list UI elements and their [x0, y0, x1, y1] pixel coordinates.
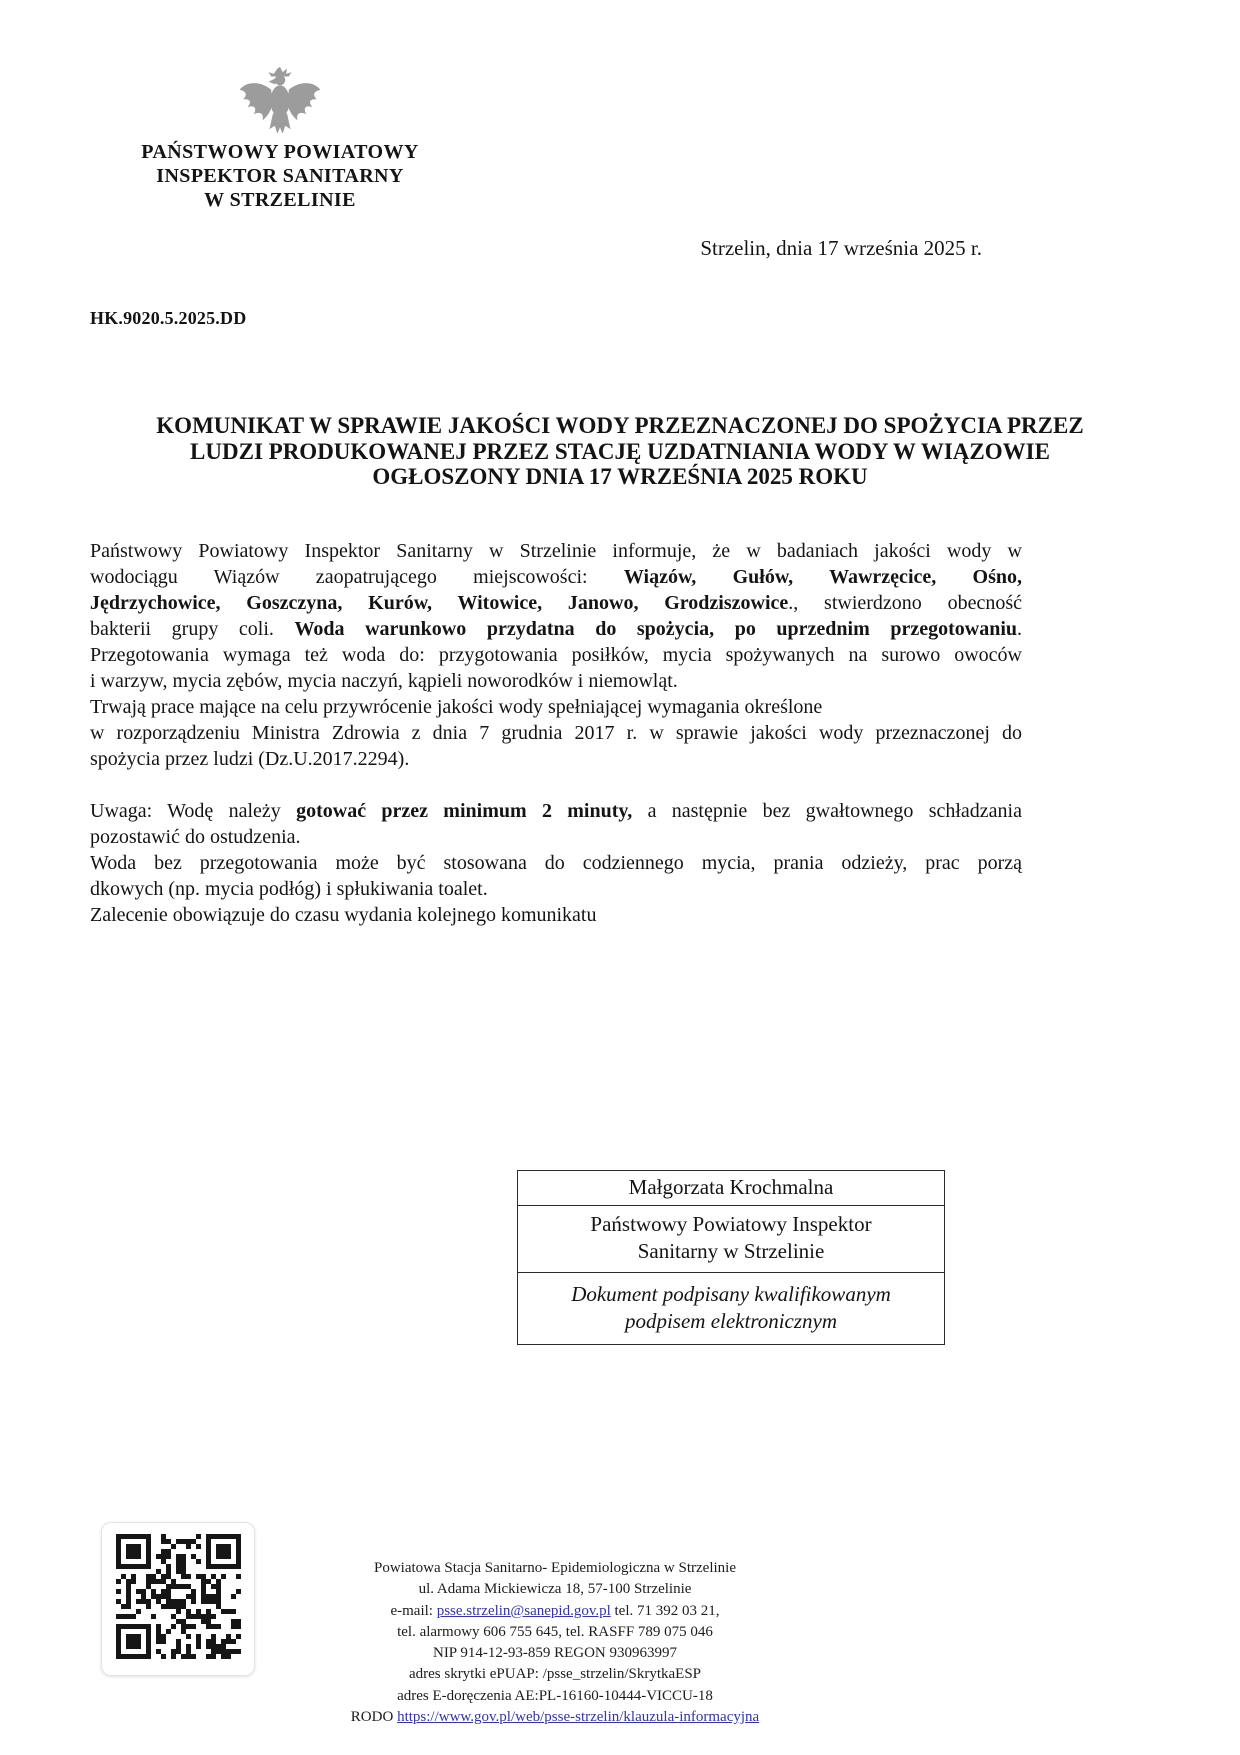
- body-text-line: [90, 668, 1022, 694]
- text-run: Uwaga: Wodę należy: [90, 800, 297, 822]
- text-run: e-mail:: [390, 1602, 437, 1619]
- bold-text-run: Jędrzychowice, Goszczyna, Kurów, Witowice, Janowo, Grodziszowice: [90, 592, 789, 614]
- signature-box: [517, 1170, 945, 1345]
- text-run: tel. 71 392 03 21,: [610, 1602, 720, 1619]
- footer-contact-line: [150, 1579, 960, 1600]
- footer-contact-line: [150, 1686, 960, 1707]
- body-text-line: [90, 746, 1022, 772]
- bold-text-run: Wiązów, Gułów, Wawrzęcice, Ośno,: [623, 566, 1023, 588]
- footer-contact-line: [150, 1664, 960, 1685]
- signature-note: [518, 1272, 944, 1344]
- document-title: [50, 413, 1190, 490]
- text-run: adres E-doręczenia AE:PL-16160-10444-VICCU-18: [397, 1687, 713, 1704]
- text-run: adres skrytki ePUAP: /psse_strzelin/SkrytkaESP: [408, 1666, 702, 1683]
- document-title-line: KOMUNIKAT W SPRAWIE JAKOŚCI WODY PRZEZNACZONEJ DO SPOŻYCIA PRZEZ: [156, 413, 1084, 438]
- footer-contact-line: [150, 1643, 960, 1664]
- signature-position-line: Państwowy Powiatowy Inspektor: [590, 1212, 872, 1236]
- footer-contact: [150, 1558, 960, 1728]
- footer-contact-line: [150, 1707, 960, 1728]
- body-text-line: [90, 850, 1022, 876]
- signature-note-line: Dokument podpisany kwalifikowanym: [571, 1282, 891, 1306]
- issuer-name-line: INSPEKTOR SANITARNY: [156, 165, 404, 187]
- text-run: RODO: [350, 1709, 398, 1726]
- body-text-line: [90, 538, 1022, 564]
- text-run: a następnie bez gwałtownego schładzania: [632, 800, 1022, 822]
- text-run: ul. Adama Mickiewicza 18, 57-100 Strzelinie: [418, 1581, 692, 1598]
- signature-position-line: Sanitarny w Strzelinie: [637, 1239, 825, 1263]
- text-run: w rozporządzeniu Ministra Zdrowia z dnia 7 grudnia 2017 r. w sprawie jakości wody przeznaczonej do: [90, 722, 1022, 744]
- text-run: Państwowy Powiatowy Inspektor Sanitarny w Strzelinie informuje, że w badaniach jakości wody w: [90, 540, 1022, 562]
- issuer-name-line: PAŃSTWOWY POWIATOWY: [141, 141, 419, 163]
- document-title-line: OGŁOSZONY DNIA 17 WRZEŚNIA 2025 ROKU: [372, 464, 868, 489]
- bold-text-run: gotować przez minimum 2 minuty,: [296, 800, 633, 822]
- text-run: pozostawić do ostudzenia.: [90, 826, 301, 848]
- text-run: Trwają prace mające na celu przywrócenie jakości wody spełniającej wymagania określone: [90, 696, 823, 718]
- body-text-line: [90, 616, 1022, 642]
- body-text-line: [90, 876, 1022, 902]
- footer-contact-line: [150, 1622, 960, 1643]
- rodo-link[interactable]: https://www.gov.pl/web/psse-strzelin/klauzula-informacyjna: [397, 1709, 760, 1726]
- footer-contact-line: [150, 1558, 960, 1579]
- body-text-line: [90, 564, 1022, 590]
- text-run: Zalecenie obowiązuje do czasu wydania kolejnego komunikatu: [90, 904, 597, 926]
- body-text-line: [90, 694, 1022, 720]
- bold-text-run: Woda warunkowo przydatna do spożycia, po uprzednim przegotowaniu: [294, 618, 1017, 640]
- date-line: Strzelin, dnia 17 września 2025 r.: [700, 236, 982, 260]
- issuer-name-line: W STRZELINIE: [204, 189, 356, 211]
- body-text-line: [90, 720, 1022, 746]
- text-run: ., stwierdzono obecność: [788, 592, 1022, 614]
- body-text-line: [90, 642, 1022, 668]
- body-text-line: [90, 590, 1022, 616]
- signature-note-line: podpisem elektronicznym: [624, 1309, 838, 1333]
- text-run: bakterii grupy coli.: [90, 618, 295, 640]
- signature-name: Małgorzata Krochmalna: [628, 1175, 834, 1199]
- text-run: Woda bez przegotowania może być stosowana do codziennego mycia, prania odzieży, prac porzą: [90, 852, 1022, 874]
- eagle-icon: [236, 66, 324, 138]
- text-run: dkowych (np. mycia podłóg) i spłukiwania toalet.: [90, 878, 488, 900]
- text-run: NIP 914-12-93-859 REGON 930963997: [432, 1645, 677, 1662]
- reference-number: HK.9020.5.2025.DD: [90, 308, 247, 328]
- text-run: .: [1017, 618, 1022, 640]
- text-run: Przegotowania wymaga też woda do: przygotowania posiłków, mycia spożywanych na surowo owoców: [90, 644, 1022, 666]
- polish-eagle-emblem: [100, 66, 460, 140]
- text-run: i warzyw, mycia zębów, mycia naczyń, kąpieli noworodków i niemowląt.: [90, 670, 678, 692]
- footer-contact-line: [150, 1601, 960, 1622]
- text-run: tel. alarmowy 606 755 645, tel. RASFF 789 075 046: [397, 1623, 713, 1640]
- text-run: wodociągu Wiązów zaopatrującego miejscowości:: [90, 566, 624, 588]
- email-link[interactable]: psse.strzelin@sanepid.gov.pl: [436, 1602, 611, 1619]
- body-text-line: [90, 902, 1022, 928]
- body-text: [90, 538, 1022, 928]
- body-text-line: [90, 798, 1022, 824]
- letterhead: [100, 66, 460, 212]
- text-run: spożycia przez ludzi (Dz.U.2017.2294).: [90, 748, 410, 770]
- signature-position: [518, 1205, 944, 1272]
- body-text-line: [90, 824, 1022, 850]
- body-text-line: [90, 772, 1022, 798]
- document-title-line: LUDZI PRODUKOWANEJ PRZEZ STACJĘ UZDATNIANIA WODY W WIĄZOWIE: [190, 438, 1050, 464]
- text-run: Powiatowa Stacja Sanitarno- Epidemiologiczna w Strzelinie: [374, 1560, 736, 1576]
